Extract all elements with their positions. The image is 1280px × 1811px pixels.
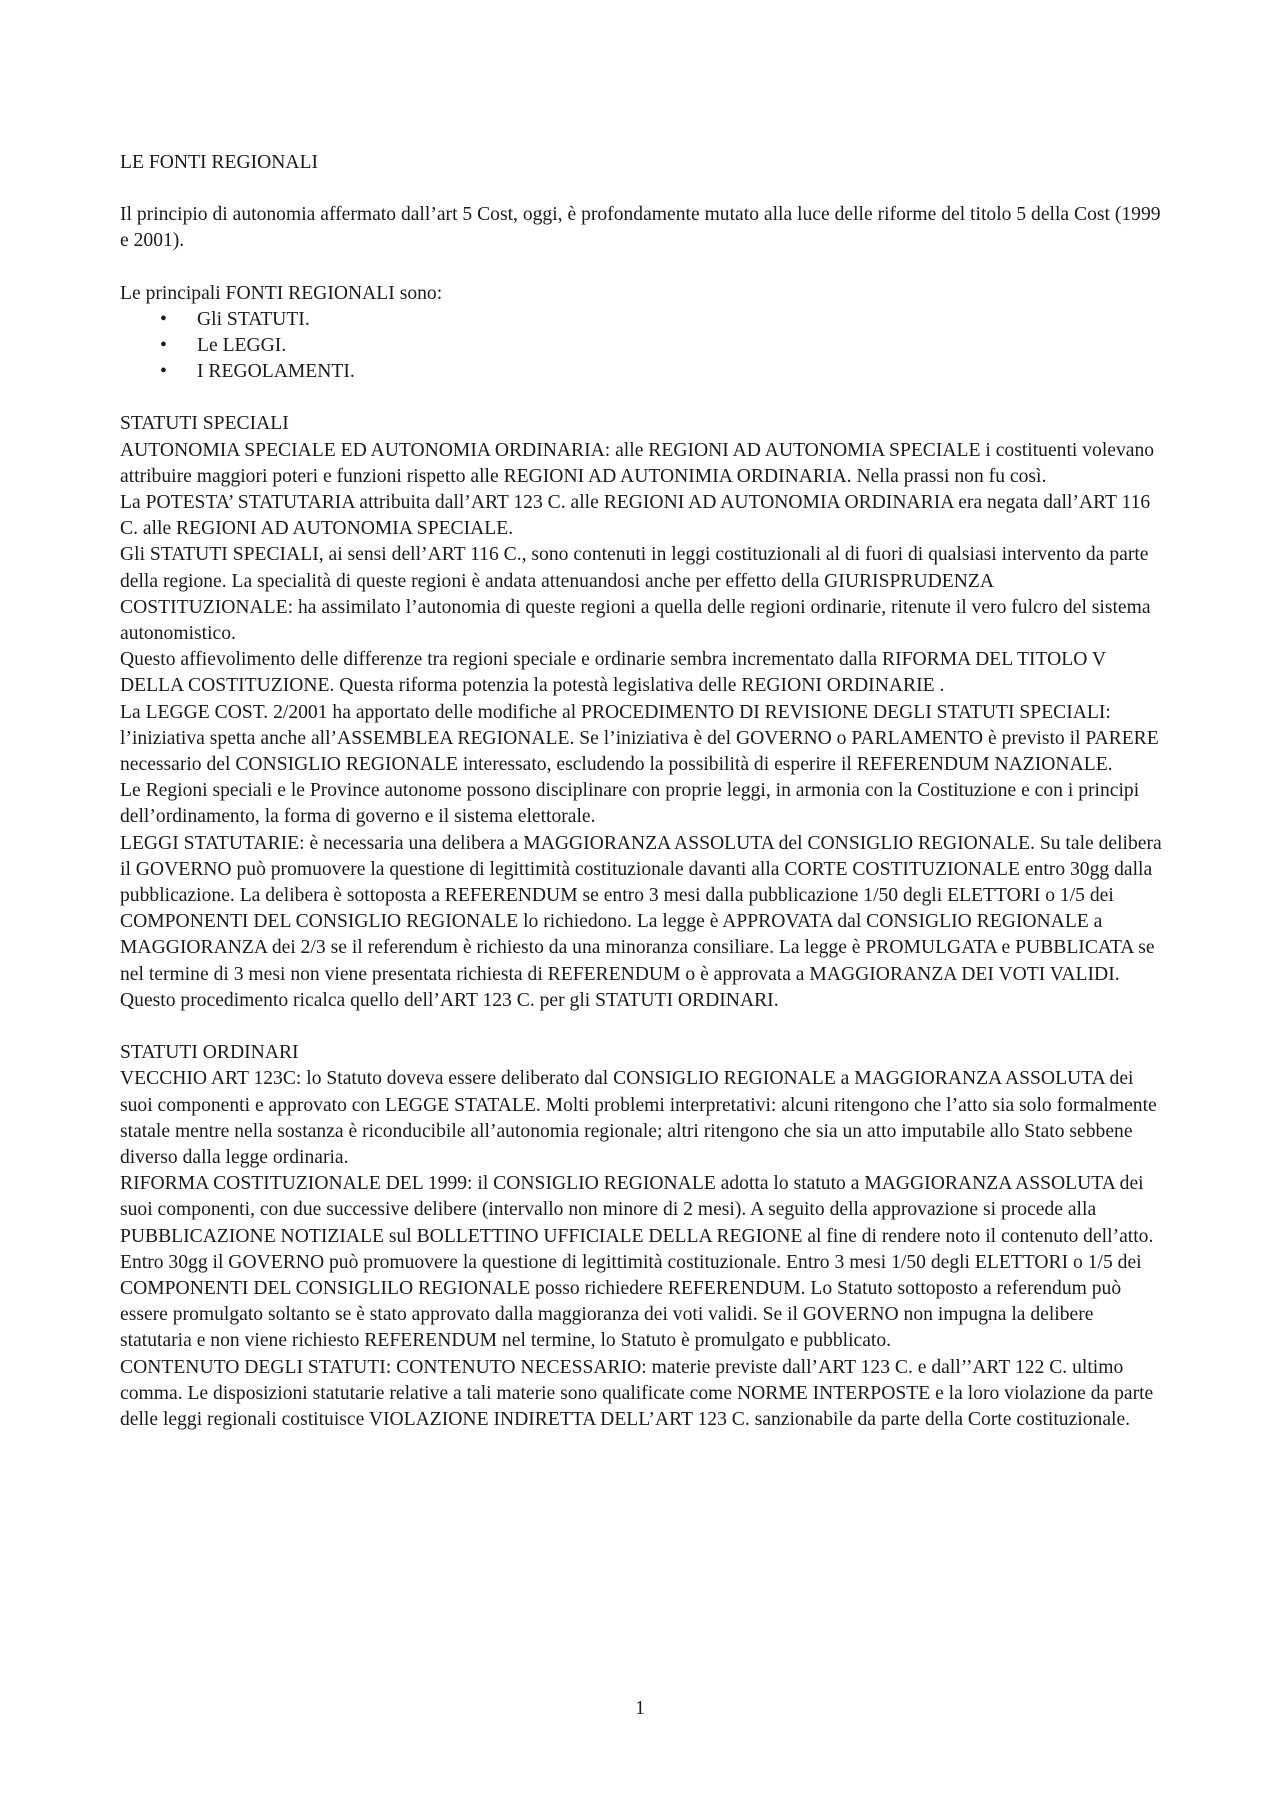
- spacer: [120, 1014, 1170, 1040]
- paragraph: Le Regioni speciali e le Province autonome possono disciplinare con proprie leggi, in armonia con la Costituzione e con i principi dell’ordinamento, la forma di governo e il sistema elettorale.: [120, 780, 1140, 828]
- bullet-icon: •: [160, 335, 167, 357]
- list-item: [120, 307, 1170, 333]
- document-title: LE FONTI REGIONALI: [120, 152, 319, 173]
- list-item: [120, 333, 1170, 359]
- section-heading-statuti-ordinari: STATUTI ORDINARI: [120, 1042, 299, 1064]
- section-heading-statuti-speciali: STATUTI SPECIALI: [120, 413, 289, 435]
- sources-list: [120, 307, 1170, 386]
- paragraph: Questo affievolimento delle differenze tra regioni speciale e ordinarie sembra incrementato dalla RIFORMA DEL TITOLO V DELLA COSTITUZIONE. Questa riforma potenzia la potestà legislativa delle REGIONI ORDINARIE .: [120, 649, 1106, 697]
- list-item: [120, 359, 1170, 385]
- spacer: [120, 176, 1170, 202]
- paragraph: Gli STATUTI SPECIALI, ai sensi dell’ART 116 C., sono contenuti in leggi costituzionali al di fuori di qualsiasi intervento da parte della regione. La specialità di queste regioni è andata attenuandosi anche per effetto della GIURISPRUDENZA COSTITUZIONALE: ha assimilato l’autonomia di queste regioni a quella delle regioni ordinarie, ritenute il vero fulcro del sistema autonomistico.: [120, 544, 1151, 645]
- list-item-text: I REGOLAMENTI.: [197, 361, 355, 383]
- intro-paragraph: Il principio di autonomia affermato dall’art 5 Cost, oggi, è profondamente mutato alla luce delle riforme del titolo 5 della Cost (1999 e 2001).: [120, 204, 1161, 252]
- paragraph: La POTESTA’ STATUTARIA attribuita dall’ART 123 C. alle REGIONI AD AUTONOMIA ORDINARIA era negata dall’ART 116 C. alle REGIONI AD AUTONOMIA SPECIALE.: [120, 492, 1151, 540]
- paragraph: AUTONOMIA SPECIALE ED AUTONOMIA ORDINARIA: alle REGIONI AD AUTONOMIA SPECIALE i costituenti volevano attribuire maggiori poteri e funzioni rispetto alle REGIONI AD AUTONIMIA ORDINARIA. Nella prassi non fu così.: [120, 439, 1155, 487]
- document-body: [120, 150, 1170, 1433]
- paragraph: RIFORMA COSTITUZIONALE DEL 1999: il CONSIGLIO REGIONALE adotta lo statuto a MAGGIORANZA ASSOLUTA dei suoi componenti, con due successive delibere (intervallo non minore di 2 mesi). A seguito della approvazione si procede alla PUBBLICAZIONE NOTIZIALE sul BOLLETTINO UFFICIALE DELLA REGIONE al fine di rendere noto il contenuto dell’atto. Entro 30gg il GOVERNO può promuovere la questione di legittimità costituzionale. Entro 3 mesi 1/50 degli ELETTORI o 1/5 dei COMPONENTI DEL CONSIGLILO REGIONALE posso richiedere REFERENDUM. Lo Statuto sottoposto a referendum può essere promulgato soltanto se è stato approvato dalla maggioranza dei voti validi. Se il GOVERNO non impugna la delibere statutaria e non viene richiesto REFERENDUM nel termine, lo Statuto è promulgato e pubblicato.: [120, 1173, 1154, 1352]
- bullet-icon: •: [160, 361, 167, 383]
- paragraph: LEGGI STATUTARIE: è necessaria una delibera a MAGGIORANZA ASSOLUTA del CONSIGLIO REGIONALE. Su tale delibera il GOVERNO può promuovere la questione di legittimità costituzionale davanti alla CORTE COSTITUZIONALE entro 30gg dalla pubblicazione. La delibera è sottoposta a REFERENDUM se entro 3 mesi dalla pubblicazione 1/50 degli ELETTORI o 1/5 dei COMPONENTI DEL CONSIGLIO REGIONALE lo richiedono. La legge è APPROVATA dal CONSIGLIO REGIONALE a MAGGIORANZA dei 2/3 se il referendum è richiesto da una minoranza consiliare. La legge è PROMULGATA e PUBBLICATA se nel termine di 3 mesi non viene presentata richiesta di REFERENDUM o è approvata a MAGGIORANZA DEI VOTI VALIDI.: [120, 832, 1162, 985]
- list-intro: Le principali FONTI REGIONALI sono:: [120, 282, 443, 304]
- spacer: [120, 385, 1170, 411]
- spacer: [120, 255, 1170, 281]
- list-item-text: Gli STATUTI.: [197, 308, 310, 330]
- paragraph: CONTENUTO DEGLI STATUTI: CONTENUTO NECESSARIO: materie previste dall’ART 123 C. e dall’’ART 122 C. ultimo comma. Le disposizioni statutarie relative a tali materie sono qualificate come NORME INTERPOSTE e la loro violazione da parte delle leggi regionali costituisce VIOLAZIONE INDIRETTA DELL’ART 123 C. sanzionabile da parte della Corte costituzionale.: [120, 1356, 1154, 1430]
- paragraph: Questo procedimento ricalca quello dell’ART 123 C. per gli STATUTI ORDINARI.: [120, 989, 779, 1011]
- page-number: 1: [635, 1698, 645, 1719]
- paragraph: VECCHIO ART 123C: lo Statuto doveva essere deliberato dal CONSIGLIO REGIONALE a MAGGIORANZA ASSOLUTA dei suoi componenti e approvato con LEGGE STATALE. Molti problemi interpretativi: alcuni ritengono che l’atto sia solo formalmente statale mentre nella sostanza è riconducibile all’autonomia regionale; altri ritengono che sia un atto imputabile allo Stato sebbene diverso dalla legge ordinaria.: [120, 1068, 1157, 1168]
- paragraph: La LEGGE COST. 2/2001 ha apportato delle modifiche al PROCEDIMENTO DI REVISIONE DEGLI STATUTI SPECIALI: l’iniziativa spetta anche all’ASSEMBLEA REGIONALE. Se l’iniziativa è del GOVERNO o PARLAMENTO è previsto il PARERE necessario del CONSIGLIO REGIONALE interessato, escludendo la possibilità di esperire il REFERENDUM NAZIONALE.: [120, 701, 1159, 776]
- bullet-icon: •: [160, 308, 167, 330]
- list-item-text: Le LEGGI.: [197, 335, 287, 357]
